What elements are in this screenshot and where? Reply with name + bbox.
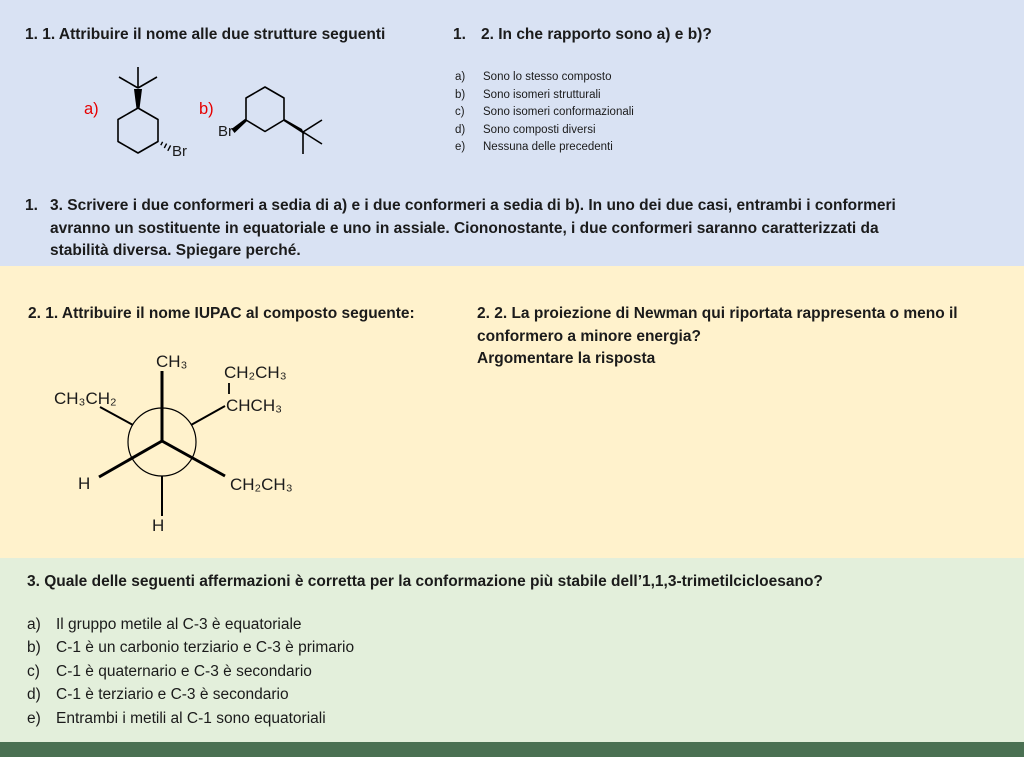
option-letter: e) <box>455 141 466 154</box>
front-bond-lower-right <box>162 441 225 476</box>
option-letter: d) <box>27 686 41 704</box>
cyclohexane-ring-b <box>246 87 284 132</box>
tert-butyl-group-a <box>119 67 157 88</box>
newman-label-front-lower-right: CH₂CH₃ <box>230 475 293 494</box>
option-text: Nessuna delle precedenti <box>483 141 613 154</box>
wedge-bond-tbutyl-b <box>284 119 305 135</box>
newman-projection-figure <box>40 330 400 545</box>
option-letter: a) <box>455 71 466 83</box>
option-letter: b) <box>455 88 466 101</box>
section-exercise-1 <box>0 0 1024 266</box>
back-bond-upper-left <box>100 407 133 425</box>
option-text: Sono lo stesso composto <box>483 71 612 83</box>
section-exercise-3 <box>0 558 1024 742</box>
option-letter: d) <box>455 123 466 136</box>
option-letter: b) <box>27 639 41 657</box>
structure-a-label: a) <box>84 100 99 118</box>
option-row <box>455 139 634 157</box>
structure-b-label: b) <box>199 100 214 118</box>
question-1-3-line: stabilità diversa. Spiegare perché. <box>50 242 301 259</box>
footer-accent-bar <box>0 742 1024 757</box>
question-1-3-number: 1. <box>25 197 38 214</box>
cyclohexane-structures-figure <box>60 55 400 180</box>
question-1-2-options <box>455 69 634 157</box>
question-3-options <box>27 613 354 730</box>
question-1-3 <box>25 195 896 263</box>
question-1-2-number: 1. <box>453 26 466 43</box>
newman-label-front-lower-left: H <box>78 474 91 493</box>
question-1-2-text: 2. In che rapporto sono a) e b)? <box>481 26 712 43</box>
br-label-a: Br <box>172 143 187 160</box>
newman-label-sec-butyl-branch: CH₂CH₃ <box>224 363 287 382</box>
tert-butyl-group-b <box>303 120 322 154</box>
option-text: C-1 è terziario e C-3 è secondario <box>56 686 289 704</box>
wedge-bond-br-b <box>232 119 247 133</box>
question-1-2-title <box>453 24 712 45</box>
option-row <box>455 122 634 140</box>
option-text: C-1 è quaternario e C-3 è secondario <box>56 662 312 680</box>
option-text: C-1 è un carbonio terziario e C-3 è primario <box>56 639 355 657</box>
option-row <box>27 660 354 683</box>
question-2-2 <box>477 303 958 371</box>
question-2-2-line: Argomentare la risposta <box>477 350 656 367</box>
question-3-title: 3. Quale delle seguenti affermazioni è corretta per la conformazione più stabile dell’1,1,3-trimetilcicloesano? <box>27 573 823 590</box>
option-text: Sono isomeri strutturali <box>483 88 601 101</box>
question-1-3-line: 3. Scrivere i due conformeri a sedia di a) e i due conformeri a sedia di b). In uno dei due casi, entrambi i conformeri <box>50 197 896 214</box>
question-2-1-title: 2. 1. Attribuire il nome IUPAC al composto seguente: <box>28 305 415 322</box>
back-bond-upper-right <box>191 406 225 425</box>
br-label-b: Br <box>218 123 233 140</box>
option-text: Sono isomeri conformazionali <box>483 106 634 119</box>
wedge-bond-tbutyl-a <box>134 89 142 108</box>
option-letter: a) <box>27 616 41 633</box>
question-1-3-line: avranno un sostituente in equatoriale e uno in assiale. Ciononostante, i due conformeri saranno caratterizzati da <box>50 219 879 237</box>
option-row <box>27 636 354 659</box>
question-1-1-title: 1. 1. Attribuire il nome alle due strutture seguenti <box>25 26 386 43</box>
newman-label-front-top: CH₃ <box>156 352 188 371</box>
newman-label-back-bottom: H <box>152 516 165 535</box>
option-row <box>27 613 354 636</box>
cyclohexane-ring-a <box>118 108 158 153</box>
newman-label-back-upper-right: CHCH₃ <box>226 396 283 415</box>
front-bond-lower-left <box>99 441 162 477</box>
option-row <box>455 87 634 105</box>
newman-label-back-upper-left: CH₃CH₂ <box>54 389 117 408</box>
question-2-2-line: conformero a minore energia? <box>477 327 701 345</box>
question-2-2-line: 2. 2. La proiezione di Newman qui riportata rappresenta o meno il <box>477 305 958 322</box>
option-text: Entrambi i metili al C-1 sono equatoriali <box>56 709 326 727</box>
option-row <box>27 707 354 730</box>
hashed-wedge-bond-br-a <box>161 142 171 151</box>
option-row <box>455 104 634 122</box>
option-letter: c) <box>455 106 465 119</box>
question-1-3-text <box>50 195 896 263</box>
option-text: Sono composti diversi <box>483 123 596 136</box>
section-exercise-2 <box>0 266 1024 558</box>
option-letter: e) <box>27 709 41 727</box>
option-text: Il gruppo metile al C-3 è equatoriale <box>56 616 302 633</box>
option-row <box>27 683 354 706</box>
option-letter: c) <box>27 662 40 680</box>
option-row <box>455 69 634 87</box>
